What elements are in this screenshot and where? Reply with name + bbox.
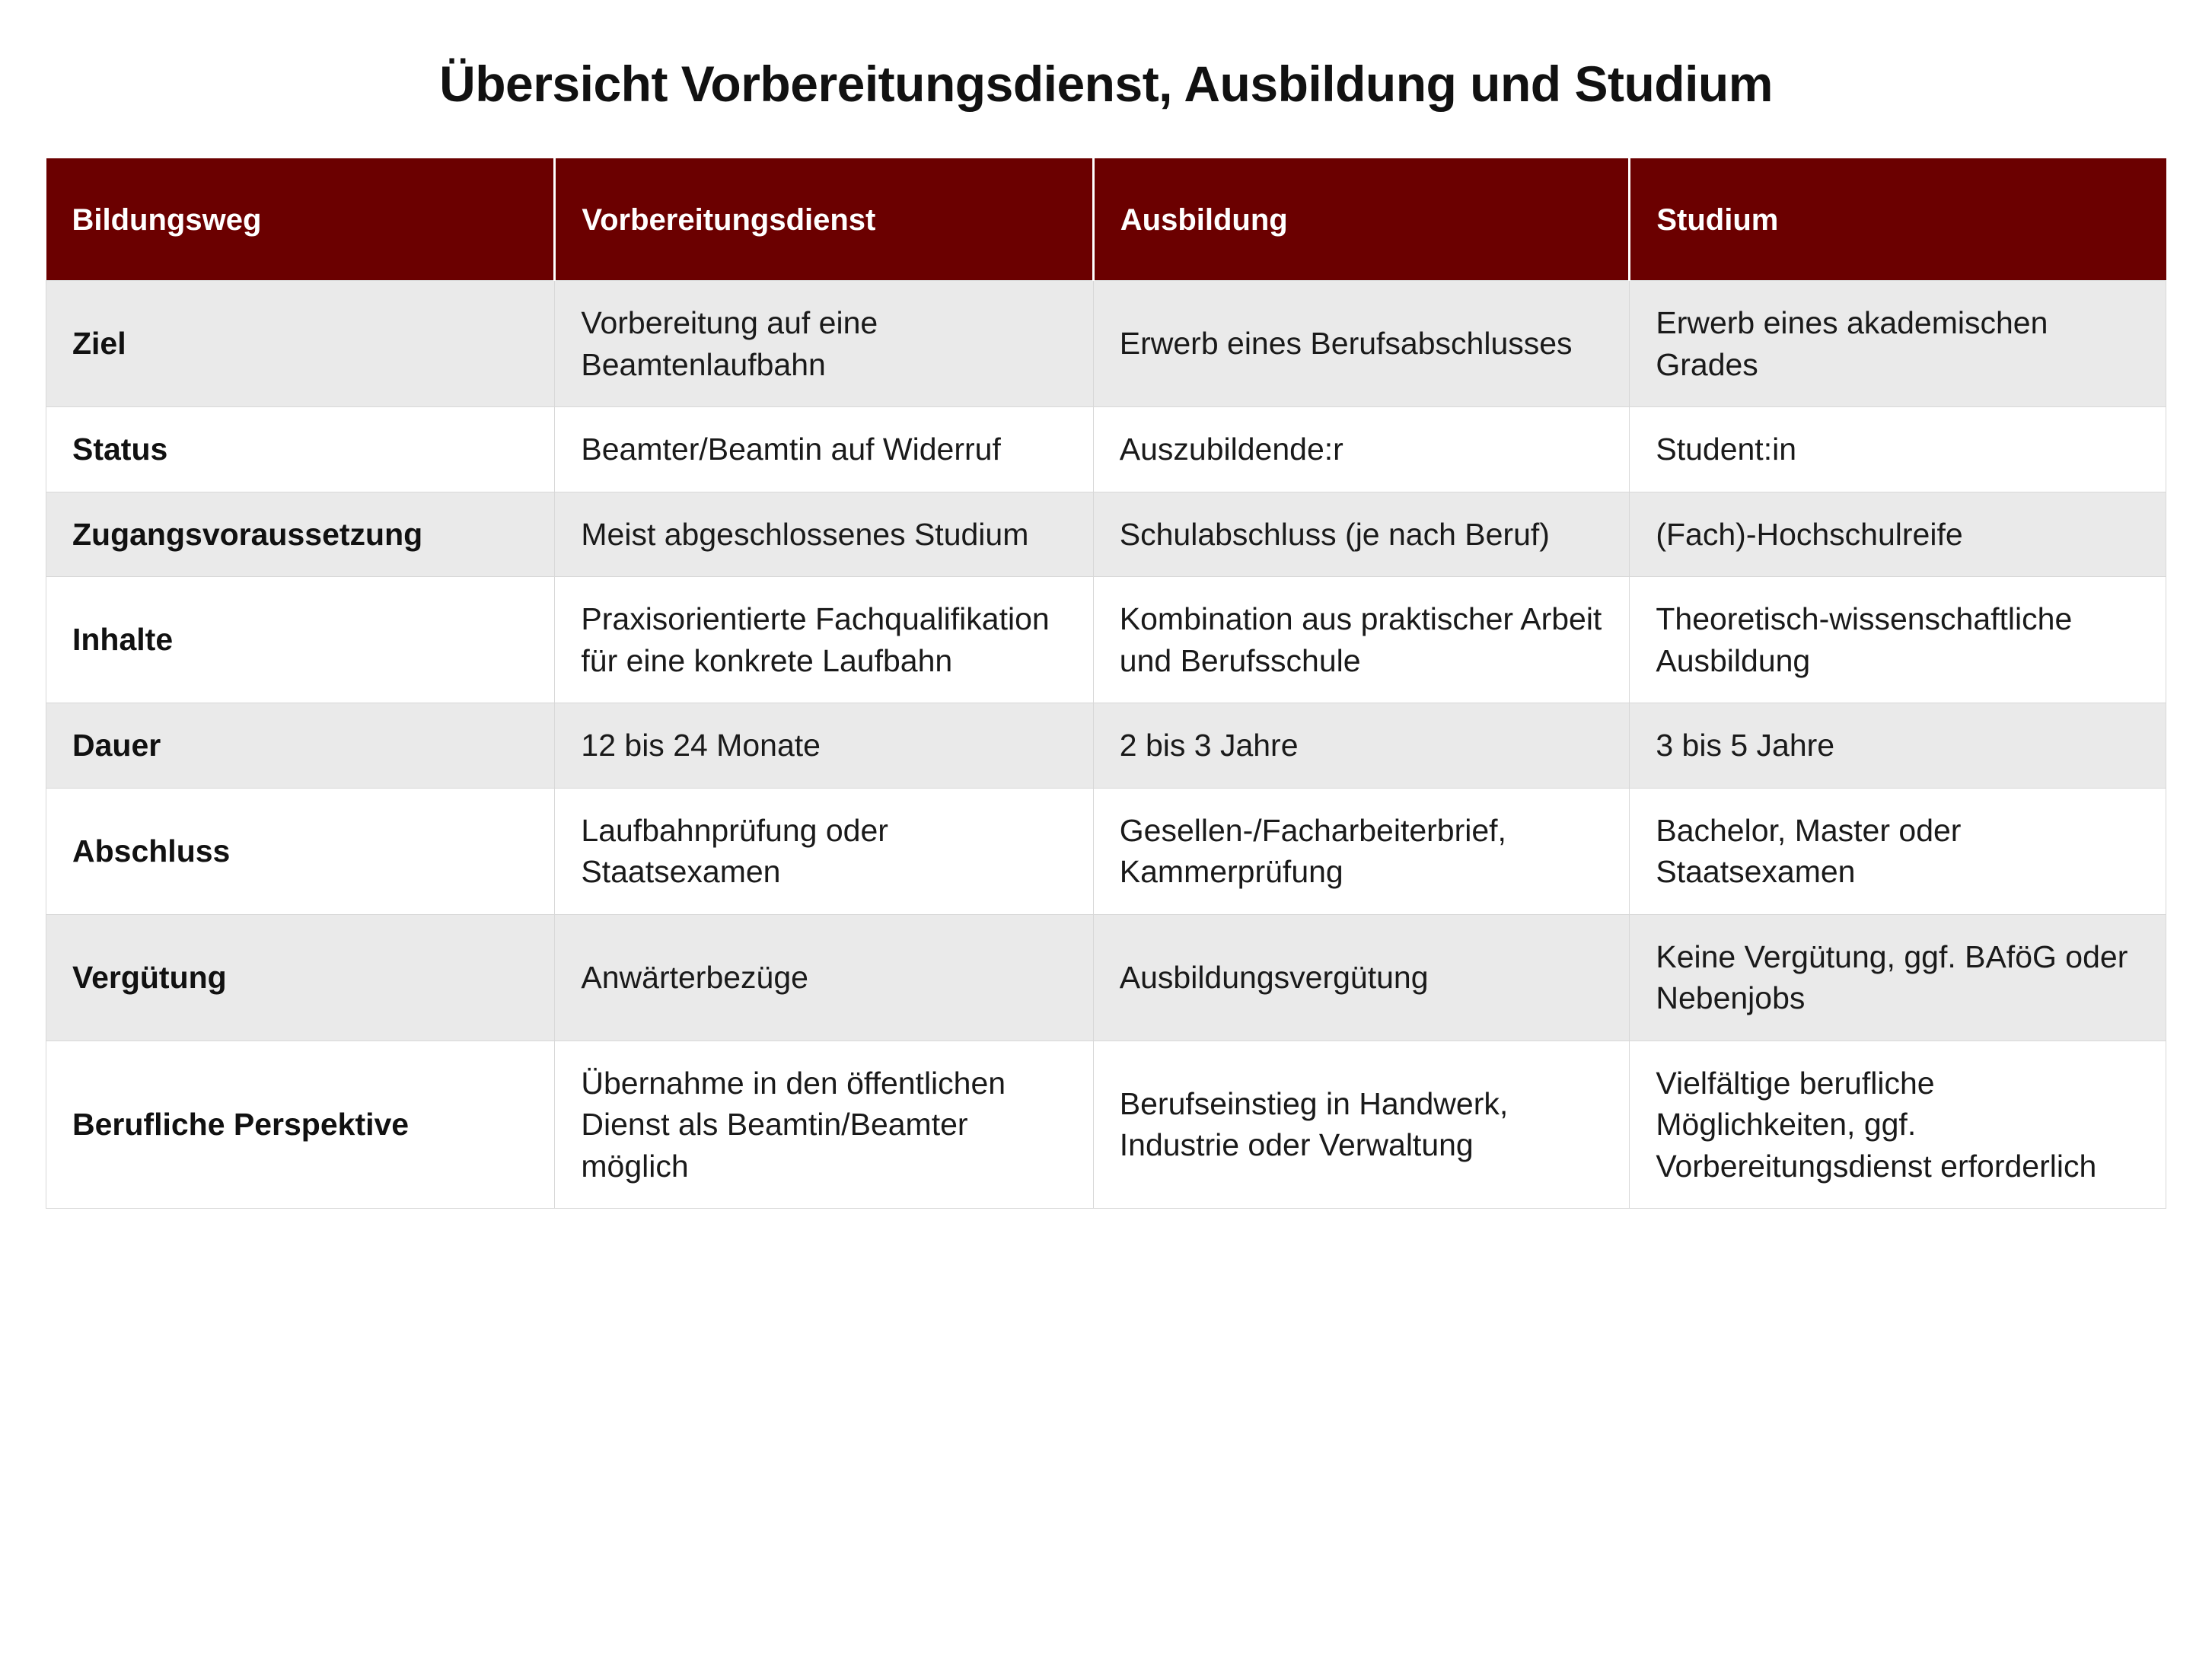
cell-zugangsvoraussetzung-ausbildung: Schulabschluss (je nach Beruf) <box>1093 492 1630 577</box>
cell-inhalte-ausbildung: Kombination aus praktischer Arbeit und Berufsschule <box>1093 577 1630 703</box>
cell-abschluss-vorbereitungsdienst: Laufbahnprüfung oder Staatsexamen <box>555 788 1093 914</box>
table-row <box>46 281 2166 407</box>
cell-berufliche-perspektive-ausbildung: Berufseinstieg in Handwerk, Industrie oder Verwaltung <box>1093 1041 1630 1209</box>
row-label-status: Status <box>46 407 555 492</box>
cell-verguetung-vorbereitungsdienst: Anwärterbezüge <box>555 914 1093 1041</box>
cell-ziel-vorbereitungsdienst: Vorbereitung auf eine Beamtenlaufbahn <box>555 281 1093 407</box>
table-row <box>46 577 2166 703</box>
cell-ziel-ausbildung: Erwerb eines Berufsabschlusses <box>1093 281 1630 407</box>
cell-verguetung-ausbildung: Ausbildungsvergütung <box>1093 914 1630 1041</box>
table-row <box>46 914 2166 1041</box>
table-row <box>46 703 2166 789</box>
table-header-row <box>46 158 2166 281</box>
row-label-dauer: Dauer <box>46 703 555 789</box>
row-label-zugangsvoraussetzung: Zugangsvoraussetzung <box>46 492 555 577</box>
row-label-verguetung: Vergütung <box>46 914 555 1041</box>
table-body <box>46 281 2166 1209</box>
table-row <box>46 407 2166 492</box>
cell-status-vorbereitungsdienst: Beamter/Beamtin auf Widerruf <box>555 407 1093 492</box>
cell-zugangsvoraussetzung-vorbereitungsdienst: Meist abgeschlossenes Studium <box>555 492 1093 577</box>
cell-abschluss-studium: Bachelor, Master oder Staatsexamen <box>1630 788 2166 914</box>
cell-dauer-ausbildung: 2 bis 3 Jahre <box>1093 703 1630 789</box>
cell-zugangsvoraussetzung-studium: (Fach)-Hochschulreife <box>1630 492 2166 577</box>
table-row <box>46 492 2166 577</box>
column-header-studium: Studium <box>1630 158 2166 281</box>
row-label-inhalte: Inhalte <box>46 577 555 703</box>
cell-inhalte-studium: Theoretisch-wissenschaftliche Ausbildung <box>1630 577 2166 703</box>
row-label-berufliche-perspektive: Berufliche Perspektive <box>46 1041 555 1209</box>
row-label-abschluss: Abschluss <box>46 788 555 914</box>
column-header-ausbildung: Ausbildung <box>1093 158 1630 281</box>
cell-abschluss-ausbildung: Gesellen-/Facharbeiterbrief, Kammerprüfung <box>1093 788 1630 914</box>
cell-berufliche-perspektive-vorbereitungsdienst: Übernahme in den öffentlichen Dienst als Beamtin/Beamter möglich <box>555 1041 1093 1209</box>
comparison-table-container <box>46 158 2166 1209</box>
cell-status-studium: Student:in <box>1630 407 2166 492</box>
column-header-vorbereitungsdienst: Vorbereitungsdienst <box>555 158 1093 281</box>
row-label-ziel: Ziel <box>46 281 555 407</box>
cell-inhalte-vorbereitungsdienst: Praxisorientierte Fachqualifikation für eine konkrete Laufbahn <box>555 577 1093 703</box>
column-header-bildungsweg: Bildungsweg <box>46 158 555 281</box>
comparison-table <box>46 158 2166 1209</box>
cell-status-ausbildung: Auszubildende:r <box>1093 407 1630 492</box>
table-header <box>46 158 2166 281</box>
cell-dauer-studium: 3 bis 5 Jahre <box>1630 703 2166 789</box>
table-row <box>46 788 2166 914</box>
cell-verguetung-studium: Keine Vergütung, ggf. BAföG oder Nebenjobs <box>1630 914 2166 1041</box>
cell-ziel-studium: Erwerb eines akademischen Grades <box>1630 281 2166 407</box>
table-row <box>46 1041 2166 1209</box>
page-title: Übersicht Vorbereitungsdienst, Ausbildung und Studium <box>439 56 1773 112</box>
cell-dauer-vorbereitungsdienst: 12 bis 24 Monate <box>555 703 1093 789</box>
cell-berufliche-perspektive-studium: Vielfältige berufliche Möglichkeiten, ggf. Vorbereitungsdienst erforderlich <box>1630 1041 2166 1209</box>
